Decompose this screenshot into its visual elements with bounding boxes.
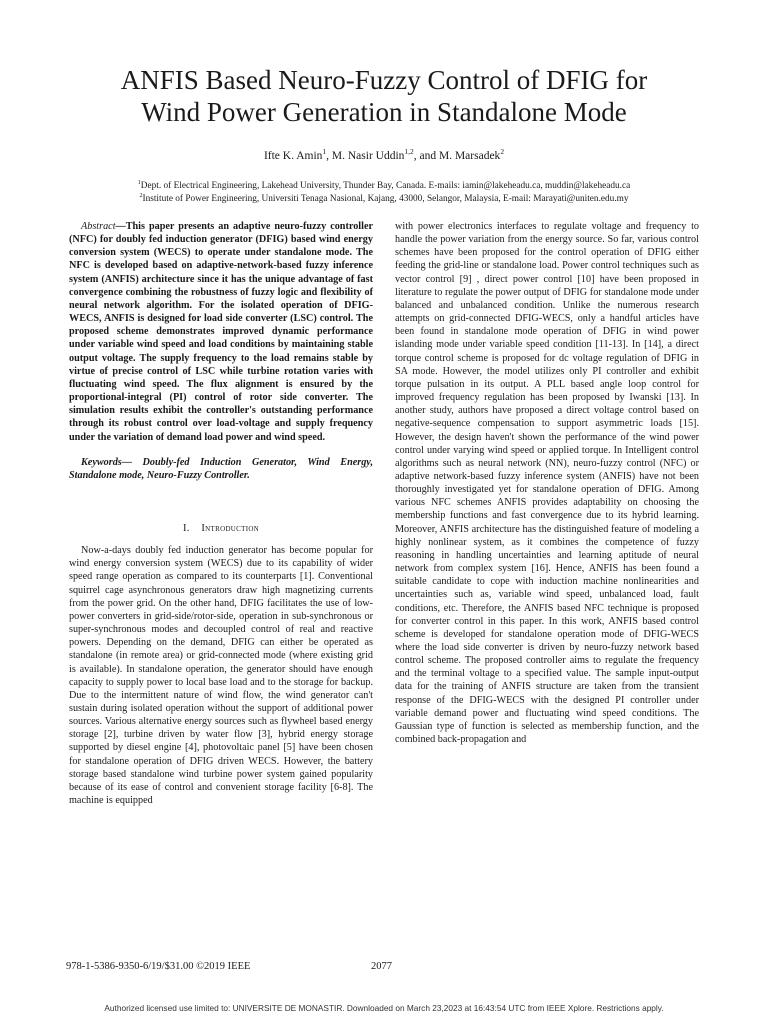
keywords: Keywords— Doubly-fed Induction Generator, Wind Energy, Standalone mode, Neuro-Fuzzy Controller. xyxy=(69,456,373,481)
section-number: I. xyxy=(182,522,190,534)
author-separator: , xyxy=(326,150,332,162)
title-line-2: Wind Power Generation in Standalone Mode xyxy=(141,97,627,127)
author-separator: , and xyxy=(413,150,439,162)
affiliation-2 xyxy=(40,193,728,206)
abstract xyxy=(69,220,373,444)
section-heading xyxy=(69,522,373,535)
abstract-text: —This paper presents an adaptive neuro-fuzzy controller (NFC) for doubly fed induction generator (DFIG) based wind energy conversion system (WECS) to operate under standalone mode. The NFC is developed based on adaptive-network-based fuzzy inference system (ANFIS) architecture since it has the unique advantage of fast convergence combining the robustness of fuzzy logic and flexibility of neural network algorithm. For the isolated operation of DFIG-WECS, ANFIS is designed for load side converter (LSC) control. The proposed scheme demonstrates improved dynamic performance under variable wind speed and load conditions by maintaining stable output voltage. The supply frequency to the load remains stable by virtue of precise control of LSC while turbine rotation varies with fluctuating wind speed. The flux alignment is ensured by the proportional-integral (PI) control of rotor side converter. The simulation results exhibit the controller's outstanding performance through its robust control over load-voltage and supply frequency under the variation of demand load power and wind speed. xyxy=(69,221,373,443)
left-column xyxy=(69,220,373,807)
paper-title xyxy=(40,64,728,128)
author-name: Ifte K. Amin xyxy=(263,150,323,162)
affiliation-text: Dept. of Electrical Engineering, Lakehead University, Thunder Bay, Canada. E-mails: iamin@lakeheadu.ca, muddin@lakeheadu.ca xyxy=(140,181,631,191)
section-title: Introduction xyxy=(201,522,260,534)
affiliation-sup: 1 xyxy=(137,179,141,186)
author-affil-sup: 2 xyxy=(500,147,505,157)
right-column xyxy=(395,220,699,746)
intro-paragraph-right: with power electronics interfaces to regulate voltage and frequency to handle the power variation from the energy source. So far, various control schemes have been proposed for the control operation of DFIG either feeding the grid-line or standalone load. Power control techniques such as vector control [9] , direct power control [10] have been proposed in literature to regulate the power output of DFIG for standalone mode under balanced and unbalanced condition. Unlike the numerous research attempts on grid-connected DFIG-WECS, only a handful articles have been found in standalone mode operation of DFIG in wind power islanding mode under variable speed condition [11-13]. In [14], a direct torque control scheme is proposed for dc voltage regulation of DFIG in SA mode. However, the model utilizes only PI controller and exhibit torque pulsation in its output. A PLL based angle loop control for improved frequency regulation has been proposed by Iwanski [13]. In another study, authors have proposed a direct voltage control based on negative-sequence compensation to support asymmetric loads [15]. However, the design haven't shown the performance of the wind power control under varying wind speed or applied torque. In Intelligent control algorithms such as neural network (NN), neuro-fuzzy control (NFC) or adaptive network-based fuzzy inference system (ANFIS) have not been thoroughly investigated yet for standalone operation of DFIG. Among various NFC schemes ANFIS provides adaptability on choosing the membership functions and fast convergence due to its hybrid learning. Moreover, ANFIS architecture has the distinguished feature of modeling a highly nonlinear system, as it combines the competence of fuzzy reasoning in handling uncertainties and learning aptitude of neural network from complex system [16]. Hence, ANFIS has been found a suitable candidate to cope with induction machine nonlinearities and uncertainties such as, variable wind speed, unbalanced load, fault conditions, etc. Therefore, the ANFIS based NFC technique is proposed for converter control in this paper. In this work, ANFIS based control scheme is developed for standalone operation mode of DFIG-WECS where the load side converter is driven by neuro-fuzzy network based control scheme. The proposed controller aims to regulate the frequency and the terminal voltage to a specified value. The sample input-output data for the training of ANFIS structure are taken from the transient response of the DFIG-WECS with the designed PI controller under variable demand power and fluctuating wind speed conditions. The Gaussian type of function is selected as membership function, and the combined back-propagation and xyxy=(395,221,699,746)
author-affil-sup: 1,2 xyxy=(404,147,414,157)
footer-isbn: 978-1-5386-9350-6/19/$31.00 ©2019 IEEE xyxy=(66,961,251,972)
affiliation-sup: 2 xyxy=(139,192,143,199)
abstract-label: Abstract xyxy=(81,221,116,232)
author-name: M. Marsadek xyxy=(438,150,501,162)
page-number: 2077 xyxy=(371,961,392,972)
affiliation-1 xyxy=(40,180,728,193)
intro-paragraph-left: Now-a-days doubly fed induction generator has become popular for wind energy conversion system (WECS) due to its capability of wider speed range operation as compared to its counterparts [1]. Conventional squirrel cage asynchronous generators draw high magnetizing currents from the power grid. On the other hand, DFIG facilitates the use of low-power converters in grid-side/rotor-side, operation in sub-synchronous or super-synchronous modes and decoupled control of real and reactive powers. Depending on the demand, DFIG can either be operated as standalone (in remote area) or grid-connected mode (where existing grid is available). In standalone operation, the generator should have enough capacity to supply power to local base load and to the storage for backup. Due to the intermittent nature of wind flow, the wind generator can't sustain during isolated operation without the support of additional power sources. Various alternative energy sources such as flywheel based energy storage [2], turbine driven by water flow [3], hybrid energy storage supported by diesel engine [4], photovoltaic panel [5] have been chosen for standalone operation of DFIG driven WECS. However, the battery storage based standalone wind turbine power system gained popularity because of its ease of control and convenient storage facility [6-8]. The machine is equipped xyxy=(69,545,373,807)
author-name: M. Nasir Uddin xyxy=(331,150,405,162)
affiliation-text: Institute of Power Engineering, Universiti Tenaga Nasional, Kajang, 43000, Selangor, Malaysia, E-mail: Marayati@uniten.edu.my xyxy=(142,194,629,204)
author-affil-sup: 1 xyxy=(322,147,327,157)
license-notice: Authorized licensed use limited to: UNIVERSITE DE MONASTIR. Downloaded on March 23,2023 at 16:43:54 UTC from IEEE Xplore. Restrictions apply. xyxy=(104,1003,664,1013)
author-list xyxy=(40,147,728,162)
affiliations xyxy=(40,180,728,206)
title-line-1: ANFIS Based Neuro-Fuzzy Control of DFIG for xyxy=(120,65,648,95)
